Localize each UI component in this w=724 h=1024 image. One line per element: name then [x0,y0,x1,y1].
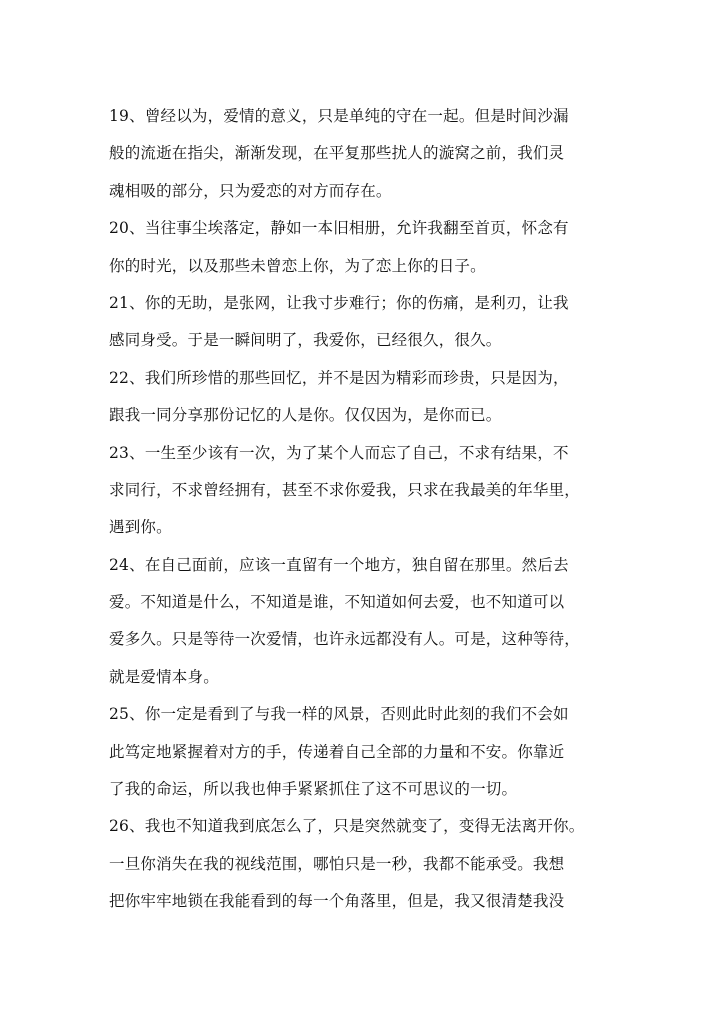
text-line: 21、你的无助，是张网，让我寸步难行；你的伤痛，是利刃，让我 [109,293,569,312]
text-line: 跟我一同分享那份记忆的人是你。仅仅因为，是你而已。 [109,406,502,425]
text-line: 了我的命运，所以我也伸手紧紧抓住了这不可思议的一切。 [109,780,518,799]
text-line: 20、当往事尘埃落定，静如一本旧相册，允许我翻至首页，怀念有 [109,219,569,238]
text-line: 22、我们所珍惜的那些回忆，并不是因为精彩而珍贵，只是因为， [109,368,569,387]
text-line: 此笃定地紧握着对方的手，传递着自己全部的力量和不安。你靠近 [109,742,565,761]
text-line: 爱。不知道是什么，不知道是谁，不知道如何去爱，也不知道可以 [109,593,565,612]
text-line: 26、我也不知道我到底怎么了，只是突然就变了，变得无法离开你。 [109,817,585,836]
text-line: 23、一生至少该有一次，为了某个人而忘了自己，不求有结果，不 [109,443,569,462]
text-line: 爱多久。只是等待一次爱情，也许永远都没有人。可是，这种等待， [109,630,581,649]
text-line: 魂相吸的部分，只为爱恋的对方而存在。 [109,181,392,200]
text-line: 求同行，不求曾经拥有，甚至不求你爱我，只求在我最美的年华里， [109,480,581,499]
text-line: 你的时光，以及那些未曾恋上你，为了恋上你的日子。 [109,256,486,275]
text-line: 24、在自己面前，应该一直留有一个地方，独自留在那里。然后去 [109,555,569,574]
text-line: 19、曾经以为，爱情的意义，只是单纯的守在一起。但是时间沙漏 [109,107,569,125]
text-line: 般的流逝在指尖，渐渐发现，在平复那些扰人的漩窝之前，我们灵 [109,144,565,163]
body-text [109,98,629,921]
text-line: 把你牢牢地锁在我能看到的每一个角落里，但是，我又很清楚我没 [109,892,565,911]
text-line: 25、你一定是看到了与我一样的风景，否则此时此刻的我们不会如 [109,705,569,724]
text-line: 就是爱情本身。 [109,667,219,686]
text-line: 感同身受。于是一瞬间明了，我爱你，已经很久，很久。 [109,331,502,350]
text-line: 一旦你消失在我的视线范围，哪怕只是一秒，我都不能承受。我想 [109,854,565,873]
text-line: 遇到你。 [109,518,172,537]
